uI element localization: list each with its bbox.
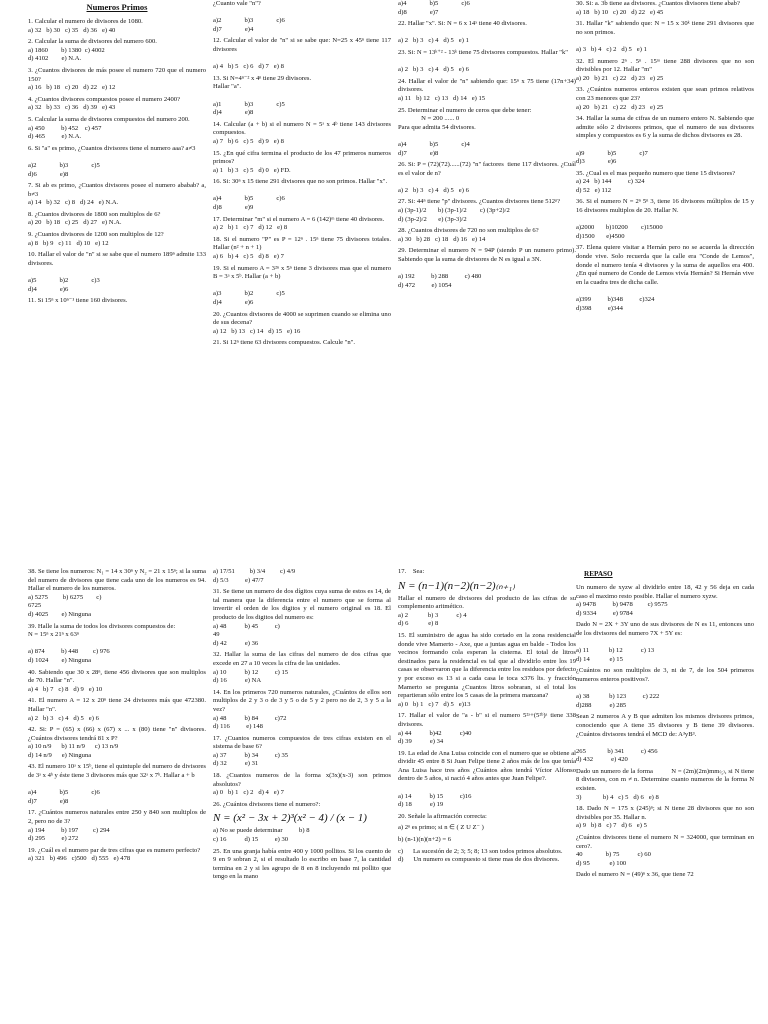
bottom-column-3 bbox=[398, 568, 576, 868]
question-2: 2. Calcular la suma de divisores del numero 600. a) 1860 b) 1380 c) 4002 d) 4102 e) N.A. bbox=[28, 38, 157, 63]
repaso-7: ¿Cuántos divisores tiene el numero N = 324000, que terminan en cero?. 40 b) 75 c) 60 d) 95 e) 100 bbox=[576, 834, 754, 867]
question-b17b: 17. ¿Cuantos numeros compuestos de tres cifras existen en el sistema de base 6? a) 37 b) 34 c) 35 d) 32 e) 31 bbox=[213, 734, 391, 768]
question-b31: 31. Se tiene un numero de dos dígitos cuya suma de estos es 14, de tal manera que la diferencia entre el numero que se forma al invertir el orden de los digitos y el numero original es 18. El producto de los digitos del numero es: a) 48 b) 45 c) 49 d) 42 e) 36 bbox=[213, 588, 391, 647]
question-43: 43. El numero 10ᵃ x 15ᵇ, tiene el quintuple del numero de divisores de 3ᵃ x 4ᵇ y éste tiene 3 divisores más que 32ᵃ x 7ᵇ. Hallar a + b a)4 b)5 c)6 d)7 e)8 bbox=[28, 763, 206, 805]
question-b20-a: a) 2ⁿ es primo; si n ∈ ( Z U Z⁻ ) bbox=[398, 824, 484, 832]
equation-divisores: N = (x² − 3x + 2)³(x² − 4) / (x − 1) bbox=[213, 812, 367, 825]
question-35: 35. ¿Cual es el mas pequeño numero que tiene 15 divisores? a) 24 b) 144 c) 324 d) 52 e) 112 bbox=[576, 169, 736, 194]
question-28: 28. ¿Cuantos divisores de 720 no son multiplos de 6? a) 30 b) 28 c) 18 d) 16 e) 14 bbox=[398, 227, 539, 243]
repaso-1: Un numero de xyzw al dividirlo entre 18, 42 y 56 deja en cada caso el maximo resto posible. Hallar el numero xyzw. a) 9478 b) 9478 c) 9575 d) 9334 e) 9784 bbox=[576, 584, 754, 617]
question-b17: 17. ¿Cuántos numeros naturales entre 250 y 840 son multiplos de 2, pero no de 3? a) 194 b) 197 c) 294 d) 295 e) 272 bbox=[28, 809, 206, 843]
question-b26-options: a) No se puede determinar b) 8 c) 16 d) 15 e) 30 bbox=[213, 827, 310, 844]
question-3: 3. ¿Cuantos divisores de más posee el numero 720 que el numero 150? a) 16 b) 18 c) 20 d) 22 e) 12 bbox=[28, 66, 206, 92]
question-b17c: 17. Hallar el valor de "a - b" si el numero 5²ᵃ+(5²ᵇ)ᵃ tiene 338 divisores. a) 44 b)42 c)40 d) 39 e) 34 bbox=[398, 712, 576, 746]
question-19: 19. Si el numero A = 3²ⁿ x 5ⁿ tiene 3 divisores mas que el numero B = 3ᵃ x 5ᵇ. Hallar (a + b) a)3 b)2 c)5 d)4 e)6 bbox=[213, 264, 391, 306]
question-25: 25. Determinar el numero de ceros que debe tener: N = 200 ...... 0 Para que admita 54 divisores. a)4 b)5 c)4 d)7 e)8 bbox=[398, 106, 532, 157]
question-21-options: a)4 b)5 c)6 d)8 e)7 bbox=[398, 0, 470, 16]
question-b17-label: 17. Sea: bbox=[398, 568, 425, 575]
question-14: 14. Calcular (a + b) si el numero N = 5ᵃ x 4ᵇ tiene 143 divisores compuestos. a) 7 b) 6 c) 5 d) 9 e) 8 bbox=[213, 120, 391, 145]
question-10: 10. Hallar el valor de "n" si se sabe que el numero 189ⁿ admite 133 divisores. a)5 b)2 c)3 d)4 e)6 bbox=[28, 251, 206, 293]
question-b17-body: Hallar el numero de divisores del producto de las cifras de su complemento aritmético. a) 2 b) 3 c) 4 d) 6 e) 8 bbox=[398, 594, 576, 628]
top-column-3 bbox=[398, 0, 576, 293]
question-20: 20. ¿Cuantos divisores de 4000 se suprimen cuando se elimina uno de sus decena? a) 12 b) 13 c) 14 d) 15 e) 16 bbox=[213, 310, 391, 335]
top-column-2 bbox=[213, 0, 391, 351]
question-11-options: ¿Cuanto vale "n"? a)2 b)3 c)6 d)7 e)4 bbox=[213, 0, 285, 33]
question-4: 4. ¿Cuantos divisores compuestos posee el numero 2400? a) 32 b) 33 c) 36 d) 39 e) 43 bbox=[28, 95, 180, 112]
equation-sea: N = (n−1)(n−2)(n−2)₍ₙ₊₁₎ bbox=[398, 579, 515, 592]
question-b15: 15. El suministro de agua ha sido cortado en la zona residencial donde vive Mamerto - Axe, que a juntas agua en balde - Todos los vecinos formando cola esperan la cisterna. El total de litros destinados para la residencial es tal que al dividirlo entre los 19 casas se observaron que la diferencia entre los residuos por defecto y por exceso es 13 si a cada casa le toca x376 lts. y fracción Mamerto se pregunta ¿Cuantos litros sobraran, si el total los repartieran sólo entre los 5 casas de la primera manzana? a) 0 b) 1 c) 7 d) 5 e)13 bbox=[398, 631, 576, 708]
question-17: 17. Determinar "m" si el numero A = 6 (142)ᵐ tiene 40 divisores. a) 2 b) 1 c) 7 d) 12 e) 8 bbox=[213, 215, 385, 232]
question-b20-b: b) (n-1)(n)(n+2) = 6 bbox=[398, 836, 452, 844]
question-30: 30. Si: a. 3b tiene aa divisores. ¿Cuantos divisores tiene abab? a) 18 b) 10 c) 20 d) 22 e) 45 bbox=[576, 0, 740, 16]
repaso-8: Dado el numero N = (49)ⁿ x 36, que tiene 72 bbox=[576, 871, 694, 879]
repaso-6: 18. Dado N = 175 x (245)ⁿ; si N tiene 28 divisores que no son divisibles por 35. Hallar n. a) 9 b) 8 c) 7 d) 6 e) 5 bbox=[576, 805, 754, 830]
question-8: 8. ¿Cuantos divisores de 1800 son multiplos de 6? a) 20 b) 18 c) 25 d) 27 e) N.A. bbox=[28, 210, 161, 227]
question-21: 21. Si 12ⁿ tiene 63 divisores compuestos. Calcule "n". bbox=[213, 339, 356, 347]
bottom-page bbox=[0, 560, 768, 1024]
question-b32: 32. Hallar la suma de las cifras del numero de dos cifras que excede en 27 a 10 veces la cifra de las unidades. a) 10 b) 12 c) 15 d) 16 e) NA bbox=[213, 651, 391, 685]
question-22: 22. Hallar "x". Si: N = 6 x 14ˣ tiene 40 divisores. a) 2 b) 3 c) 4 d) 5 e) 1 bbox=[398, 20, 527, 45]
page-title: Numeros Primos bbox=[86, 2, 148, 12]
question-16: 16. Si: 30ⁿ x 15 tiene 291 divisores que no son primos. Hallar "x". a)4 b)5 c)6 d)8 e)9 bbox=[213, 178, 388, 212]
question-37: 37. Elena quiere visitar a Hernán pero no se acuerda la dirección donde vive. Solo recuerda que la calle era "Conde de Lemos", donde el numero tenía 4 divisores y la suma de aquellos era 400. ¿En qué numero de Conde de Lemos vivía Hernán? Si Hernán vive en la cuadra tres de dicha calle. a)399 b)348 c)324 d)398 e)344 bbox=[576, 244, 754, 312]
question-1: 1. Calcular el numero de divisores de 1080. a) 32 b) 30 c) 35 d) 36 e) 40 bbox=[28, 18, 143, 34]
repaso-5: Dado un numero de la forma N = (2m)(2m)mm₍₅₎, si N tiene 8 divisores, con m ≠ n. Determine cuanto numeros de la forma N existen. 3) b) 4 c) 5 d) 6 e) 8 bbox=[576, 767, 754, 801]
question-27: 27. Si: 44ⁿ tiene "p" divisores. ¿Cuantos divisores tiene 512ᵖ? a) (3p-1)/2 b) (3p-1)/2 c) (3p+2)/2 d) (3p-2)/2 e) (3p-3)/2 bbox=[398, 198, 561, 223]
question-b20: 20. Señale la afirmación correcta: bbox=[398, 812, 487, 820]
question-b19: 19. ¿Cuál es el numero par de tres cifras que es numero perfecto? a) 321 b) 496 c)500 d) 555 e) 478 bbox=[28, 846, 201, 863]
question-11: 11. Si 15ⁿ x 10ⁿ⁻¹ tiene 160 divisores. bbox=[28, 297, 128, 305]
question-42: 42. Si: P = (65) x (66) x (67) x ... x (80) tiene "n" divisores. ¿Cuántos divisores tendrá 81 x P? a) 10 n/9 b) 11 n/9 c) 13 n/9 d) 14 n/9 e) Ninguna bbox=[28, 726, 206, 759]
question-18: 18. Si el numero "P" es P = 12ⁿ . 15ⁿ tiene 75 divisores totales. Hallar (n² + n + 1) a) 6 b) 4 c) 5 d) 8 e) 7 bbox=[213, 235, 391, 261]
repaso-3: ¿Cuántos no son multiplos de 3, ni de 7, de los 504 primeros numeros enteros positivos?. a) 38 b) 123 c) 222 d)288 e) 285 bbox=[576, 667, 754, 709]
question-13: 13. Si N=4ⁿ⁻² x 4ⁿ tiene 29 divisores. Hallar "a". a)1 b)3 c)5 d)4 e)8 bbox=[213, 74, 312, 117]
question-12: 12. Calcular el valor de "n" si se sabe que: N=25 x 45ⁿ tiene 117 divisores a) 4 b) 5 c) 6 d) 7 e) 8 bbox=[213, 37, 391, 71]
bottom-column-4 bbox=[576, 568, 754, 883]
question-41: 41. El numero A = 12 x 20ⁿ tiene 24 divisores más que 472380. Hallar "n". a) 2 b) 3 c) 4 d) 5 e) 6 bbox=[28, 697, 206, 722]
question-b20-cd: c) La sucesión de 2; 3; 5; 8; 13 son todos primos absolutos. d) Un numero es compuesto si tiene mas de dos divisores. bbox=[398, 847, 563, 864]
question-31: 31. Hallar "k" sabiendo que: N = 15 x 30ᵏ tiene 291 divisores que no son primos. a) 3 b) 4 c) 2 d) 5 e) 1 bbox=[576, 20, 754, 53]
question-32: 32. El numero 2ⁿ . 5ⁿ . 15ᵐ tiene 288 divisores que no son divisibles por 12. Hallar "m" a) 20 b) 21 c) 22 d) 23 e) 25 bbox=[576, 57, 754, 82]
question-39: 39. Halle la suma de todos los divisores compuestos de: N = 15ⁿ x 21ⁿ x 63ⁿ a) 874 b) 448 c) 976 d) 1024 e) Ninguna bbox=[28, 622, 176, 664]
question-5: 5. Calcular la suma de divisores compuestos del numero 200. a) 450 b) 452 c) 457 d) 465 e) N.A. bbox=[28, 115, 190, 141]
question-15: 15. ¿En qué cifra termina el producto de los 47 primeros numeros primos? a) 1 b) 3 c) 5 d) 0 e) FD. bbox=[213, 149, 391, 174]
question-b25: 25. En una granja había entre 400 y 1000 pollitos. Si los cuento de 9 en 9 sobran 2, si el resultado lo escribo en base 7, la cantidad termina en 2 y si les agrupo de 8 en 8 incluyendo mi pollito que tengo en la mano bbox=[213, 847, 391, 881]
repaso-title: REPASO bbox=[584, 570, 613, 578]
question-24: 24. Hallar el valor de "n" sabiendo que: 15ⁿ x 75 tiene (17n+34) divisores. a) 11 b) 12 c) 13 d) 14 e) 15 bbox=[398, 77, 576, 102]
bottom-column-1 bbox=[28, 568, 206, 867]
question-b19b: 19. La edad de Ana Luisa coincide con el numero que se obtiene al dividir 45 entre 8 Si Juan Felipe tiene 2 años más de los que tenía Ana Luisa hace tres años ¿Cuántos años tendrá Víctor Alfonso dentro de 5 años, si nació 4 años antes que Juan Felipe?. a) 14 b) 15 c)16 d) 18 e) 19 bbox=[398, 749, 576, 809]
question-29: 29. Determinar el numero N = 94P (siendo P un numero primo). Sabiendo que la suma de divisores de N es igual a 3N. a) 192 b) 288 c) 480 d) 472 e) 1054 bbox=[398, 247, 576, 289]
question-36: 36. Si el numero N = 2ⁿ 5ⁿ 3, tiene 16 divisores múltiplos de 15 y 16 divisores multiplos de 20. Hallar N. a)2000 b)10200 c)15000 d)1500 e)4500 bbox=[576, 198, 754, 240]
page-gap bbox=[0, 512, 768, 560]
question-9: 9. ¿Cuantos divisores de 1200 son multiplos de 12? a) 8 b) 9 c) 11 d) 10 e) 12 bbox=[28, 231, 164, 247]
bottom-column-2 bbox=[213, 568, 391, 885]
question-23: 23. Si: N = 13ᵏ⁺² - 13ᵏ tiene 75 divisores compuestos. Hallar "k" a) 2 b) 3 c) 4 d) 5 e) 6 bbox=[398, 48, 568, 74]
question-b18: 18. ¿Cuantos numeros de la forma x(3x)(x-3) son primos absolutos? a) 0 b) 1 c) 2 d) 4 e) 7 bbox=[213, 772, 391, 797]
question-38: 38. Se tiene los numeros: N₁ = 14 x 30ⁿ y N₂ = 21 x 15ⁿ; si la suma del numero de divisores que tiene cada uno de los numeros es 94. Hallar el numero de los numeros. a) 5275 b) 6275 c) 6725 d) 4025 e) Ninguna bbox=[28, 568, 206, 618]
question-40: 40. Sabiendo que 30 x 28ⁿ, tiene 456 divisores que son multiplos de 70. Hallar "n". a) 4 b) 7 c) 8 d) 9 e) 10 bbox=[28, 668, 206, 693]
question-33: 33. ¿Cuántos numeros enteros existen que sean primos relativos con 23 menores que 23? a) 20 b) 21 c) 22 d) 23 e) 25 bbox=[576, 86, 754, 111]
top-column-4 bbox=[576, 0, 754, 316]
repaso-2: Dado N = 2X + 3Y uno de sus divisores de N es 11, entonces uno de los divisores del numero 7X + 5Y es: a) 11 b) 12 c) 13 d) 14 e) 15 bbox=[576, 621, 754, 663]
question-b14: 14. En los primeros 720 numeros naturales, ¿Cuántos de ellos son multiplos de 2 y 3 o de 3 y 5 o de 5 y 2 pero no de 2, 3 y 5 a la vez? a) 48 b) 84 c)72 d) 116 e) 148 bbox=[213, 688, 391, 731]
question-26: 26. Si: P = (72)(72)......(72) "n" factores tiene 117 divisores. ¿Cuál es el valor de n? a) 2 b) 3 c) 4 d) 5 e) 6 bbox=[398, 161, 576, 194]
repaso-4: Sean 2 numeros A y B que admiten los mismos divisores primos, conociendo que A tiene 35 divisores y B tiene 39 divisores. ¿Cuántos divisores tendrá el MCD de: A³yB³. 265 b) 341 c) 456 d) 432 e) 420 bbox=[576, 713, 754, 764]
top-column-1 bbox=[28, 0, 206, 309]
question-b26: 26. ¿Cuántos divisores tiene el numero?: bbox=[213, 800, 321, 808]
question-options: a) 17/51 b) 3/4 c) 4/9 d) 5/3 e) 47/7 bbox=[213, 568, 296, 584]
question-6: 6. Si "a" es primo, ¿Cuantos divisores tiene el numero aaa? a≠3 a)2 b)3 c)5 d)6 e)8 bbox=[28, 144, 196, 178]
question-7: 7. Si ab es primo, ¿Cuantos divisores posee el numero ababab? a, b≠3 a) 14 b) 32 c) 8 d) 24 e) N.A. bbox=[28, 182, 206, 207]
question-34: 34. Hallar la suma de cifras de un numero entero N. Sabiendo que admite sólo 2 divisores primos, que el numero de sus divisores simples y compuestos es 6 y la suma de dichos divisores es 28. a)9 b)5 c)7 d)3 e)6 bbox=[576, 115, 754, 166]
